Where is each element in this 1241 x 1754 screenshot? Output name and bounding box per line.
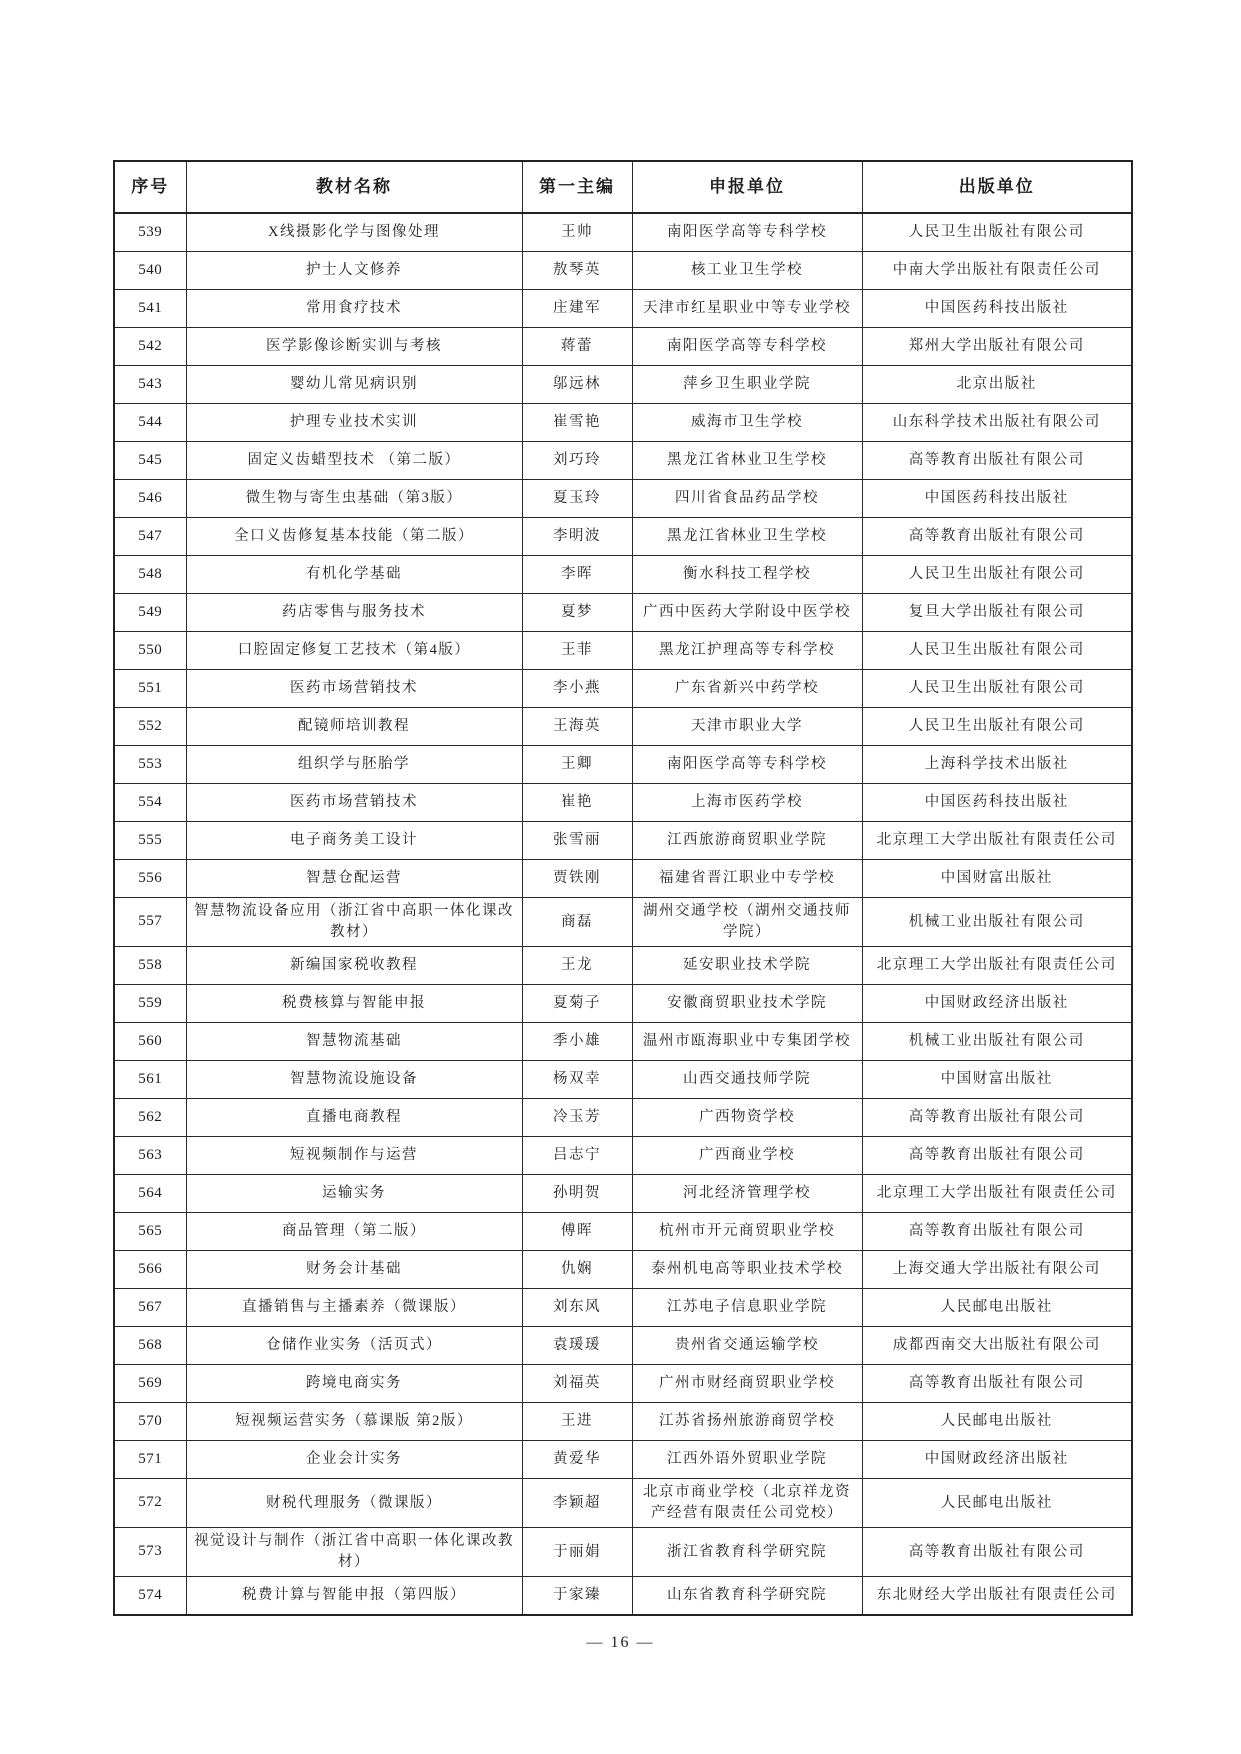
table-row (114, 366, 1132, 404)
cell-applicant: 南阳医学高等专科学校 (632, 213, 862, 252)
cell-seq: 543 (114, 366, 186, 404)
cell-title: 智慧物流基础 (186, 1023, 522, 1061)
cell-applicant: 延安职业技术学院 (632, 947, 862, 985)
cell-publisher: 高等教育出版社有限公司 (862, 1099, 1132, 1137)
cell-publisher: 北京出版社 (862, 366, 1132, 404)
cell-publisher: 人民卫生出版社有限公司 (862, 708, 1132, 746)
col-header-title: 教材名称 (186, 161, 522, 213)
cell-title: 智慧物流设施设备 (186, 1061, 522, 1099)
cell-title: 短视频制作与运营 (186, 1137, 522, 1175)
cell-seq: 540 (114, 252, 186, 290)
cell-applicant: 山西交通技师学院 (632, 1061, 862, 1099)
col-header-editor: 第一主编 (522, 161, 632, 213)
cell-publisher: 人民卫生出版社有限公司 (862, 632, 1132, 670)
cell-title: 跨境电商实务 (186, 1365, 522, 1403)
cell-seq: 541 (114, 290, 186, 328)
cell-publisher: 复旦大学出版社有限公司 (862, 594, 1132, 632)
cell-editor: 于家臻 (522, 1577, 632, 1616)
cell-publisher: 人民邮电出版社 (862, 1289, 1132, 1327)
cell-applicant: 南阳医学高等专科学校 (632, 746, 862, 784)
cell-seq: 573 (114, 1528, 186, 1577)
cell-publisher: 人民邮电出版社 (862, 1403, 1132, 1441)
cell-seq: 548 (114, 556, 186, 594)
cell-publisher: 人民卫生出版社有限公司 (862, 556, 1132, 594)
cell-editor: 杨双幸 (522, 1061, 632, 1099)
table-row (114, 1137, 1132, 1175)
cell-publisher: 中国医药科技出版社 (862, 784, 1132, 822)
cell-title: 财务会计基础 (186, 1251, 522, 1289)
cell-title: 视觉设计与制作（浙江省中高职一体化课改教材） (186, 1528, 522, 1577)
cell-editor: 蒋蕾 (522, 328, 632, 366)
cell-title: 婴幼儿常见病识别 (186, 366, 522, 404)
table-row (114, 1327, 1132, 1365)
cell-publisher: 中国财政经济出版社 (862, 985, 1132, 1023)
table-row (114, 670, 1132, 708)
cell-seq: 549 (114, 594, 186, 632)
cell-seq: 566 (114, 1251, 186, 1289)
cell-publisher: 高等教育出版社有限公司 (862, 1137, 1132, 1175)
cell-applicant: 衡水科技工程学校 (632, 556, 862, 594)
cell-publisher: 中国财政经济出版社 (862, 1441, 1132, 1479)
cell-title: 企业会计实务 (186, 1441, 522, 1479)
cell-title: 医药市场营销技术 (186, 670, 522, 708)
cell-editor: 傅晖 (522, 1213, 632, 1251)
cell-editor: 商磊 (522, 898, 632, 947)
cell-title: 口腔固定修复工艺技术（第4版） (186, 632, 522, 670)
cell-editor: 孙明贺 (522, 1175, 632, 1213)
cell-editor: 刘东风 (522, 1289, 632, 1327)
table-row (114, 947, 1132, 985)
cell-editor: 吕志宁 (522, 1137, 632, 1175)
cell-title: 组织学与胚胎学 (186, 746, 522, 784)
table-row (114, 985, 1132, 1023)
table-row (114, 1577, 1132, 1616)
cell-seq: 572 (114, 1479, 186, 1528)
cell-publisher: 成都西南交大出版社有限公司 (862, 1327, 1132, 1365)
cell-publisher: 北京理工大学出版社有限责任公司 (862, 947, 1132, 985)
col-header-applicant: 申报单位 (632, 161, 862, 213)
cell-title: 医药市场营销技术 (186, 784, 522, 822)
table-row (114, 213, 1132, 252)
cell-publisher: 高等教育出版社有限公司 (862, 442, 1132, 480)
cell-title: 商品管理（第二版） (186, 1213, 522, 1251)
cell-applicant: 萍乡卫生职业学院 (632, 366, 862, 404)
cell-applicant: 北京市商业学校（北京祥龙资产经营有限责任公司党校） (632, 1479, 862, 1528)
cell-editor: 夏菊子 (522, 985, 632, 1023)
cell-title: 固定义齿蜡型技术 （第二版） (186, 442, 522, 480)
cell-publisher: 高等教育出版社有限公司 (862, 1365, 1132, 1403)
table-row (114, 1403, 1132, 1441)
cell-editor: 李小燕 (522, 670, 632, 708)
cell-title: 护士人文修养 (186, 252, 522, 290)
cell-editor: 庄建军 (522, 290, 632, 328)
cell-publisher: 人民卫生出版社有限公司 (862, 213, 1132, 252)
cell-editor: 夏梦 (522, 594, 632, 632)
cell-seq: 561 (114, 1061, 186, 1099)
table-row (114, 898, 1132, 947)
cell-editor: 刘福英 (522, 1365, 632, 1403)
col-header-publisher: 出版单位 (862, 161, 1132, 213)
cell-publisher: 人民卫生出版社有限公司 (862, 670, 1132, 708)
cell-title: X线摄影化学与图像处理 (186, 213, 522, 252)
table-row (114, 518, 1132, 556)
cell-seq: 542 (114, 328, 186, 366)
table-row (114, 1441, 1132, 1479)
table-row (114, 1251, 1132, 1289)
cell-applicant: 山东省教育科学研究院 (632, 1577, 862, 1616)
cell-seq: 555 (114, 822, 186, 860)
cell-applicant: 黑龙江护理高等专科学校 (632, 632, 862, 670)
cell-editor: 冷玉芳 (522, 1099, 632, 1137)
cell-publisher: 中国财富出版社 (862, 860, 1132, 898)
cell-publisher: 北京理工大学出版社有限责任公司 (862, 1175, 1132, 1213)
cell-seq: 562 (114, 1099, 186, 1137)
cell-seq: 564 (114, 1175, 186, 1213)
table-row (114, 290, 1132, 328)
cell-applicant: 泰州机电高等职业技术学校 (632, 1251, 862, 1289)
cell-seq: 546 (114, 480, 186, 518)
cell-publisher: 北京理工大学出版社有限责任公司 (862, 822, 1132, 860)
table-row (114, 594, 1132, 632)
cell-seq: 568 (114, 1327, 186, 1365)
cell-applicant: 天津市红星职业中等专业学校 (632, 290, 862, 328)
textbook-table (113, 160, 1133, 1616)
cell-applicant: 威海市卫生学校 (632, 404, 862, 442)
cell-publisher: 上海科学技术出版社 (862, 746, 1132, 784)
cell-title: 仓储作业实务（活页式） (186, 1327, 522, 1365)
cell-applicant: 浙江省教育科学研究院 (632, 1528, 862, 1577)
cell-seq: 553 (114, 746, 186, 784)
cell-editor: 王龙 (522, 947, 632, 985)
cell-editor: 于丽娟 (522, 1528, 632, 1577)
cell-editor: 黄爱华 (522, 1441, 632, 1479)
cell-seq: 552 (114, 708, 186, 746)
cell-editor: 季小雄 (522, 1023, 632, 1061)
cell-applicant: 江西外语外贸职业学院 (632, 1441, 862, 1479)
cell-title: 短视频运营实务（慕课版 第2版） (186, 1403, 522, 1441)
table-row (114, 860, 1132, 898)
cell-applicant: 温州市瓯海职业中专集团学校 (632, 1023, 862, 1061)
cell-publisher: 上海交通大学出版社有限公司 (862, 1251, 1132, 1289)
cell-editor: 王卿 (522, 746, 632, 784)
cell-editor: 王帅 (522, 213, 632, 252)
cell-title: 税费核算与智能申报 (186, 985, 522, 1023)
cell-publisher: 中国医药科技出版社 (862, 290, 1132, 328)
cell-applicant: 安徽商贸职业技术学院 (632, 985, 862, 1023)
cell-applicant: 湖州交通学校（湖州交通技师学院） (632, 898, 862, 947)
cell-editor: 崔艳 (522, 784, 632, 822)
cell-applicant: 江苏电子信息职业学院 (632, 1289, 862, 1327)
table-row (114, 1023, 1132, 1061)
cell-applicant: 广州市财经商贸职业学校 (632, 1365, 862, 1403)
cell-title: 医学影像诊断实训与考核 (186, 328, 522, 366)
table-row (114, 708, 1132, 746)
cell-title: 护理专业技术实训 (186, 404, 522, 442)
cell-applicant: 广西中医药大学附设中医学校 (632, 594, 862, 632)
cell-editor: 袁瑗瑗 (522, 1327, 632, 1365)
table-row (114, 1099, 1132, 1137)
cell-applicant: 核工业卫生学校 (632, 252, 862, 290)
cell-editor: 李晖 (522, 556, 632, 594)
table-row (114, 404, 1132, 442)
cell-title: 有机化学基础 (186, 556, 522, 594)
cell-seq: 558 (114, 947, 186, 985)
header-row (114, 161, 1132, 213)
cell-editor: 敖琴英 (522, 252, 632, 290)
cell-title: 电子商务美工设计 (186, 822, 522, 860)
cell-editor: 邬远林 (522, 366, 632, 404)
cell-seq: 559 (114, 985, 186, 1023)
cell-title: 全口义齿修复基本技能（第二版） (186, 518, 522, 556)
table-row (114, 784, 1132, 822)
cell-editor: 李明波 (522, 518, 632, 556)
table-body (114, 213, 1132, 1615)
cell-title: 运输实务 (186, 1175, 522, 1213)
table-row (114, 480, 1132, 518)
cell-title: 智慧物流设备应用（浙江省中高职一体化课改教材） (186, 898, 522, 947)
cell-applicant: 黑龙江省林业卫生学校 (632, 442, 862, 480)
table-row (114, 1061, 1132, 1099)
cell-title: 药店零售与服务技术 (186, 594, 522, 632)
table-row (114, 328, 1132, 366)
cell-applicant: 江西旅游商贸职业学院 (632, 822, 862, 860)
col-header-seq: 序号 (114, 161, 186, 213)
cell-seq: 554 (114, 784, 186, 822)
cell-title: 新编国家税收教程 (186, 947, 522, 985)
cell-publisher: 机械工业出版社有限公司 (862, 898, 1132, 947)
cell-applicant: 广西物资学校 (632, 1099, 862, 1137)
cell-seq: 539 (114, 213, 186, 252)
cell-seq: 556 (114, 860, 186, 898)
cell-seq: 551 (114, 670, 186, 708)
cell-seq: 567 (114, 1289, 186, 1327)
cell-seq: 569 (114, 1365, 186, 1403)
cell-title: 微生物与寄生虫基础（第3版） (186, 480, 522, 518)
cell-editor: 仇娴 (522, 1251, 632, 1289)
cell-publisher: 中国医药科技出版社 (862, 480, 1132, 518)
cell-applicant: 广东省新兴中药学校 (632, 670, 862, 708)
cell-editor: 张雪丽 (522, 822, 632, 860)
cell-editor: 夏玉玲 (522, 480, 632, 518)
table-row (114, 1289, 1132, 1327)
cell-publisher: 山东科学技术出版社有限公司 (862, 404, 1132, 442)
cell-editor: 王菲 (522, 632, 632, 670)
table-row (114, 1479, 1132, 1528)
cell-editor: 崔雪艳 (522, 404, 632, 442)
cell-seq: 545 (114, 442, 186, 480)
cell-editor: 李颖超 (522, 1479, 632, 1528)
cell-title: 智慧仓配运营 (186, 860, 522, 898)
cell-applicant: 天津市职业大学 (632, 708, 862, 746)
table-row (114, 632, 1132, 670)
cell-seq: 563 (114, 1137, 186, 1175)
cell-applicant: 贵州省交通运输学校 (632, 1327, 862, 1365)
cell-publisher: 东北财经大学出版社有限责任公司 (862, 1577, 1132, 1616)
cell-editor: 刘巧玲 (522, 442, 632, 480)
cell-publisher: 人民邮电出版社 (862, 1479, 1132, 1528)
cell-publisher: 中南大学出版社有限责任公司 (862, 252, 1132, 290)
cell-title: 税费计算与智能申报（第四版） (186, 1577, 522, 1616)
cell-applicant: 福建省晋江职业中专学校 (632, 860, 862, 898)
table-row (114, 252, 1132, 290)
table-row (114, 1175, 1132, 1213)
table-row (114, 822, 1132, 860)
table-row (114, 1213, 1132, 1251)
page-number: — 16 — (586, 1634, 655, 1651)
cell-seq: 565 (114, 1213, 186, 1251)
table-row (114, 442, 1132, 480)
cell-applicant: 南阳医学高等专科学校 (632, 328, 862, 366)
cell-seq: 571 (114, 1441, 186, 1479)
cell-publisher: 郑州大学出版社有限公司 (862, 328, 1132, 366)
cell-editor: 王进 (522, 1403, 632, 1441)
cell-applicant: 杭州市开元商贸职业学校 (632, 1213, 862, 1251)
cell-seq: 574 (114, 1577, 186, 1616)
cell-seq: 550 (114, 632, 186, 670)
cell-applicant: 河北经济管理学校 (632, 1175, 862, 1213)
table-row (114, 1365, 1132, 1403)
cell-applicant: 广西商业学校 (632, 1137, 862, 1175)
cell-editor: 贾铁刚 (522, 860, 632, 898)
cell-publisher: 机械工业出版社有限公司 (862, 1023, 1132, 1061)
table-row (114, 556, 1132, 594)
cell-title: 直播电商教程 (186, 1099, 522, 1137)
cell-seq: 560 (114, 1023, 186, 1061)
cell-editor: 王海英 (522, 708, 632, 746)
cell-applicant: 江苏省扬州旅游商贸学校 (632, 1403, 862, 1441)
cell-seq: 547 (114, 518, 186, 556)
cell-seq: 544 (114, 404, 186, 442)
cell-seq: 557 (114, 898, 186, 947)
cell-title: 财税代理服务（微课版） (186, 1479, 522, 1528)
cell-publisher: 高等教育出版社有限公司 (862, 1213, 1132, 1251)
table-row (114, 1528, 1132, 1577)
cell-seq: 570 (114, 1403, 186, 1441)
cell-applicant: 上海市医药学校 (632, 784, 862, 822)
table-row (114, 746, 1132, 784)
cell-publisher: 中国财富出版社 (862, 1061, 1132, 1099)
cell-title: 常用食疗技术 (186, 290, 522, 328)
cell-applicant: 黑龙江省林业卫生学校 (632, 518, 862, 556)
cell-publisher: 高等教育出版社有限公司 (862, 1528, 1132, 1577)
cell-title: 直播销售与主播素养（微课版） (186, 1289, 522, 1327)
cell-title: 配镜师培训教程 (186, 708, 522, 746)
cell-applicant: 四川省食品药品学校 (632, 480, 862, 518)
cell-publisher: 高等教育出版社有限公司 (862, 518, 1132, 556)
